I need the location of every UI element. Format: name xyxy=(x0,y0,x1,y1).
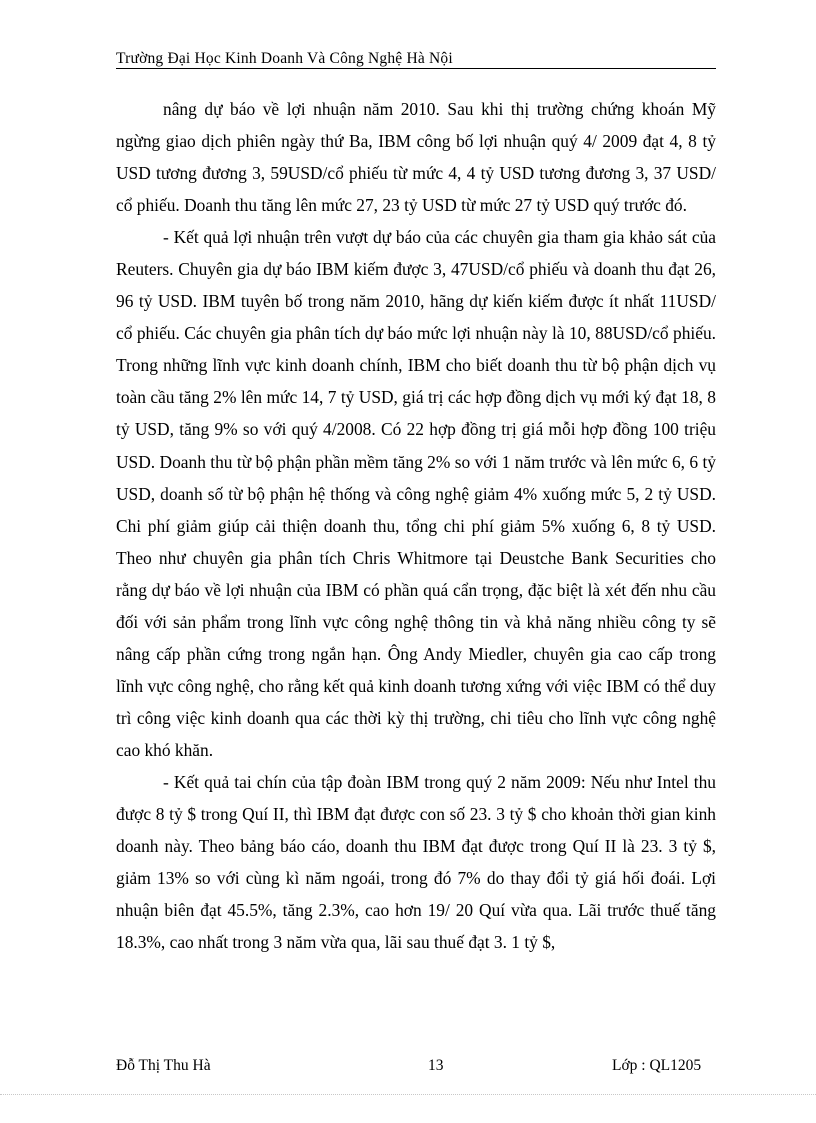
page-bottom-divider xyxy=(0,1094,816,1095)
page-footer xyxy=(116,1057,716,1079)
page-header xyxy=(116,50,714,70)
footer-class-label: Lớp : QL1205 xyxy=(612,1057,702,1074)
footer-author: Đỗ Thị Thu Hà xyxy=(116,1057,211,1074)
body-text xyxy=(116,93,716,958)
header-institution: Trường Đại Học Kinh Doanh Và Công Nghệ Hà Nội xyxy=(116,50,453,67)
header-divider xyxy=(116,68,716,69)
paragraph-1: nâng dự báo về lợi nhuận năm 2010. Sau khi thị trường chứng khoán Mỹ ngừng giao dịch phiên ngày thứ Ba, IBM công bố lợi nhuận quý 4/ 2009 đạt 4, 8 tỷ USD tương đương 3, 59USD/cổ phiếu từ mức 4, 4 tỷ USD tương đương 3, 37 USD/ cổ phiếu. Doanh thu tăng lên mức 27, 23 tỷ USD từ mức 27 tỷ USD quý trước đó. xyxy=(116,99,716,216)
paragraph-2: - Kết quả lợi nhuận trên vượt dự báo của các chuyên gia tham gia khảo sát của Reuters. Chuyên gia dự báo IBM kiếm được 3, 47USD/cổ phiếu và doanh thu đạt 26, 96 tỷ USD. IBM tuyên bố trong năm 2010, hãng dự kiến kiếm được ít nhất 11USD/ cổ phiếu. Các chuyên gia phân tích dự báo mức lợi nhuận này là 10, 88USD/cổ phiếu. Trong những lĩnh vực kinh doanh chính, IBM cho biết doanh thu từ bộ phận dịch vụ toàn cầu tăng 2% lên mức 14, 7 tỷ USD, giá trị các hợp đồng dịch vụ mới ký đạt 18, 8 tỷ USD, tăng 9% so với quý 4/2008. Có 22 hợp đồng trị giá mỗi hợp đồng 100 triệu USD. Doanh thu từ bộ phận phần mềm tăng 2% so với 1 năm trước và lên mức 6, 6 tỷ USD, doanh số từ bộ phận hệ thống và công nghệ giảm 4% xuống mức 5, 2 tỷ USD. Chi phí giảm giúp cải thiện doanh thu, tổng chi phí giảm 5% xuống 6, 8 tỷ USD. Theo như chuyên gia phân tích Chris Whitmore tại Deustche Bank Securities cho rằng dự báo về lợi nhuận của IBM có phần quá cẩn trọng, đặc biệt là xét đến nhu cầu đối với sản phẩm trong lĩnh vực công nghệ thông tin và khả năng nhiều công ty sẽ nâng cấp phần cứng trong ngắn hạn. Ông Andy Miedler, chuyên gia cao cấp trong lĩnh vực công nghệ, cho rằng kết quả kinh doanh tương xứng với việc IBM có thể duy trì công việc kinh doanh qua các thời kỳ thị trường, chi tiêu cho lĩnh vực công nghệ cao khó khăn. xyxy=(116,227,716,760)
paragraph-3: - Kết quả tai chín của tập đoàn IBM trong quý 2 năm 2009: Nếu như Intel thu được 8 tỷ $ trong Quí II, thì IBM đạt được con số 23. 3 tỷ $ cho khoản thời gian kinh doanh này. Theo bảng báo cáo, doanh thu IBM đạt được trong Quí II là 23. 3 tỷ $, giảm 13% so với cùng kì năm ngoái, trong đó 7% do thay đổi tỷ giá hối đoái. Lợi nhuận biên đạt 45.5%, tăng 2.3%, cao hơn 19/ 20 Quí vừa qua. Lãi trước thuế tăng 18.3%, cao nhất trong 3 năm vừa qua, lãi sau thuế đạt 3. 1 tỷ $, xyxy=(116,771,716,953)
footer-page-number: 13 xyxy=(428,1057,444,1074)
